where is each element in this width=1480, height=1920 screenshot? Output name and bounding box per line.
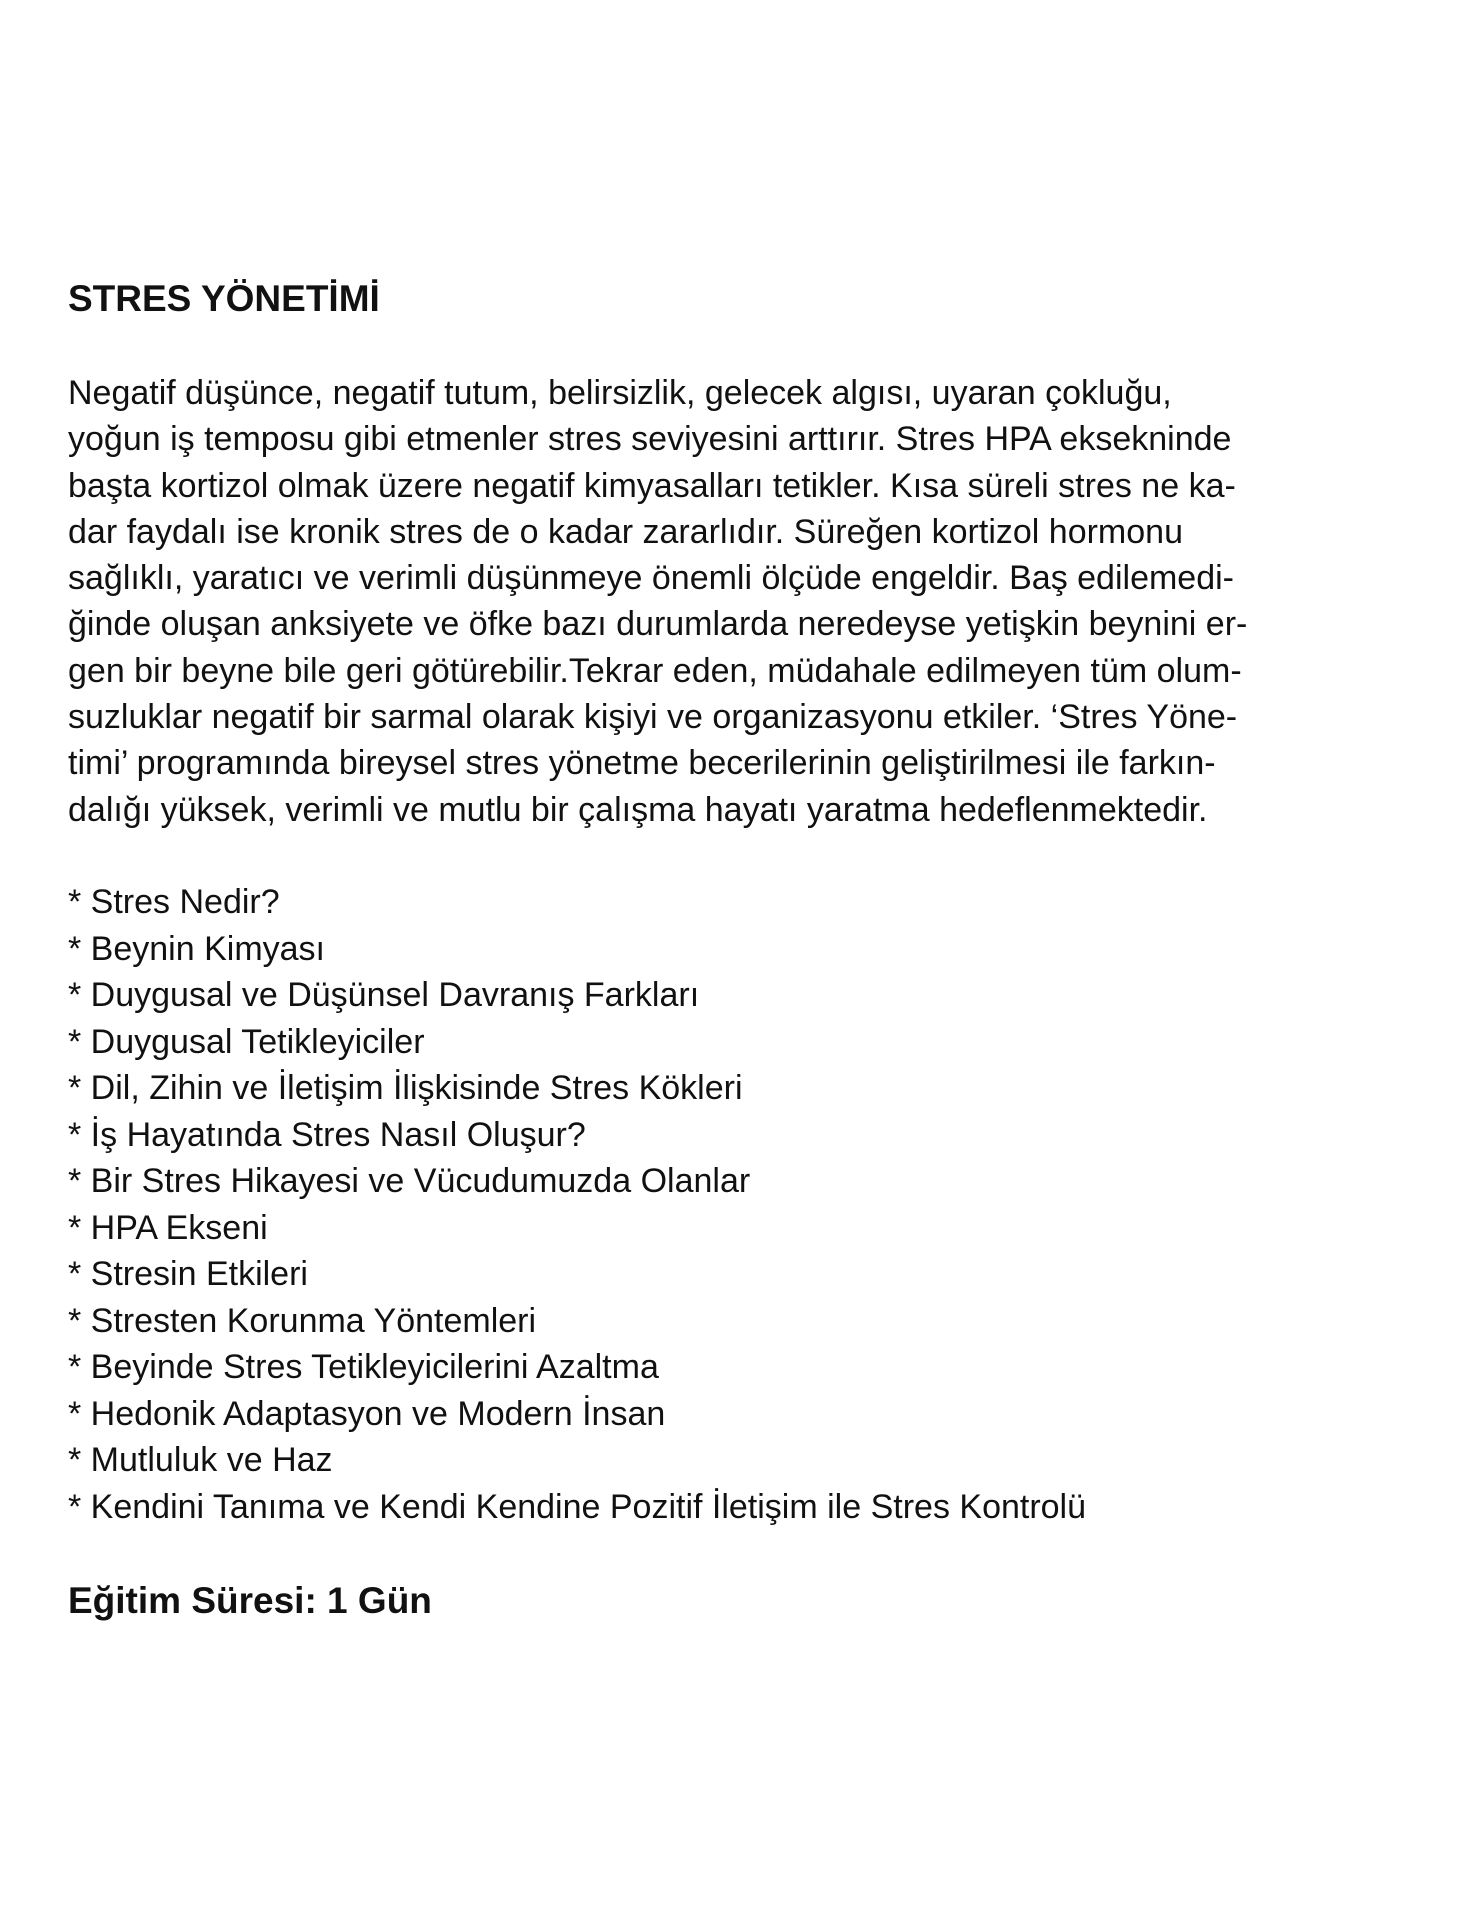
topic-item: * Kendini Tanıma ve Kendi Kendine Pozitif İletişim ile Stres Kontrolü — [68, 1487, 1087, 1526]
topic-item: * Dil, Zihin ve İletişim İlişkisinde Stres Kökleri — [68, 1069, 743, 1107]
paragraph-line: sağlıklı, yaratıcı ve verimli düşünmeye önemli ölçüde engeldir. Baş edilemedi- — [68, 559, 1234, 598]
topic-item: * Stres Nedir? — [68, 883, 280, 921]
description-paragraph — [68, 370, 1428, 833]
paragraph-line: yoğun iş temposu gibi etmenler stres seviyesini arttırır. Stres HPA eksekninde — [68, 420, 1232, 459]
topic-item: * Beyinde Stres Tetikleyicilerini Azaltma — [68, 1348, 659, 1386]
topic-item: * Duygusal Tetikleyiciler — [68, 1022, 425, 1061]
paragraph-line: gen bir beyne bile geri götürebilir.Tekrar eden, müdahale edilmeyen tüm olum- — [68, 651, 1242, 690]
paragraph-line: ğinde oluşan anksiyete ve öfke bazı durumlarda neredeyse yetişkin beynini er- — [68, 605, 1248, 644]
topic-item: * HPA Ekseni — [68, 1208, 268, 1247]
topic-item: * Duygusal ve Düşünsel Davranış Farkları — [68, 976, 700, 1014]
training-duration: Eğitim Süresi: 1 Gün — [68, 1580, 432, 1621]
paragraph-line: suzluklar negatif bir sarmal olarak kişiyi ve organizasyonu etkiler. ‘Stres Yöne- — [68, 698, 1238, 737]
topic-item: * Stresin Etkileri — [68, 1255, 308, 1293]
topic-item: * İş Hayatında Stres Nasıl Oluşur? — [68, 1115, 586, 1154]
topic-item: * Mutluluk ve Haz — [68, 1441, 333, 1479]
paragraph-line: timi’ programında bireysel stres yönetme becerilerinin geliştirilmesi ile farkın- — [68, 744, 1216, 783]
topic-item: * Hedonik Adaptasyon ve Modern İnsan — [68, 1394, 666, 1433]
topic-item: * Bir Stres Hikayesi ve Vücudumuzda Olanlar — [68, 1162, 751, 1200]
paragraph-line: Negatif düşünce, negatif tutum, belirsizlik, gelecek algısı, uyaran çokluğu, — [68, 374, 1172, 412]
topic-item: * Beynin Kimyası — [68, 929, 325, 968]
document-title: STRES YÖNETİMİ — [68, 278, 380, 319]
paragraph-line: başta kortizol olmak üzere negatif kimyasalları tetikler. Kısa süreli stres ne ka- — [68, 466, 1236, 505]
paragraph-line: dar faydalı ise kronik stres de o kadar zararlıdır. Süreğen kortizol hormonu — [68, 512, 1183, 551]
topic-list — [68, 879, 1086, 1530]
topic-item: * Stresten Korunma Yöntemleri — [68, 1301, 537, 1340]
paragraph-line: dalığı yüksek, verimli ve mutlu bir çalışma hayatı yaratma hedeflenmektedir. — [68, 790, 1208, 829]
